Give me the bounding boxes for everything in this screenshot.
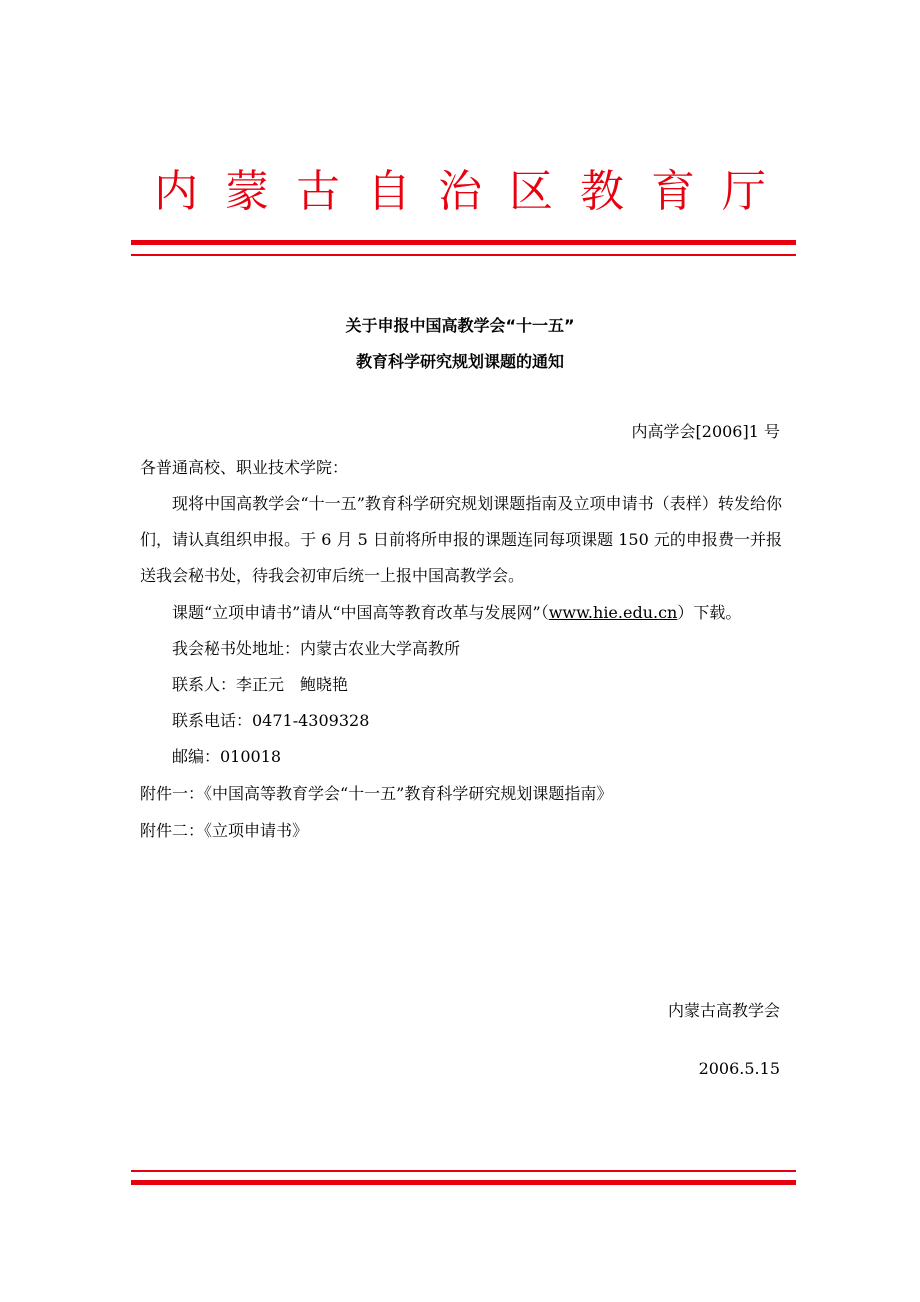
download-prefix: 课题“立项申请书”请从“中国高等教育改革与发展网”（ [172,603,549,622]
masthead-rule-thick [131,240,796,245]
secretariat-address: 我会秘书处地址：内蒙古农业大学高教所 [172,639,461,658]
postcode: 邮编：010018 [172,747,282,766]
website-link[interactable]: www.hie.edu.cn [548,603,678,622]
notice-title-line1: 关于申报中国高教学会“十一五” [345,316,575,335]
masthead-rule-thin [131,254,796,256]
masthead-org-name: 内蒙古自治区教育厅 [154,166,793,217]
salutation: 各普通高校、职业技术学院： [140,458,349,477]
attachment-1: 附件一：《中国高等教育学会“十一五”教育科学研究规划课题指南》 [140,784,613,803]
document-number: 内高学会[2006]1 号 [631,422,780,441]
body-paragraph-1: 现将中国高教学会“十一五”教育科学研究规划课题指南及立项申请书（表样）转发给你们，请认真组织申报。于 6 月 5 日前将所申报的课题连同每项课题 150 元的申报费一并报送我会秘书处，待我会初审后统一上报中国高教学会。 [140,494,782,585]
download-suffix: ）下载。 [677,603,742,622]
download-line [172,602,741,624]
issuer-signature: 内蒙古高教学会 [667,1001,780,1020]
contact-phone: 联系电话：0471-4309328 [172,711,370,730]
issue-date: 2006.5.15 [698,1059,780,1078]
footer-rule-thin [131,1170,796,1172]
contact-persons: 联系人：李正元 鲍晓艳 [172,675,349,694]
notice-title-line2: 教育科学研究规划课题的通知 [355,352,564,371]
attachment-2: 附件二：《立项申请书》 [140,821,309,840]
footer-rule-thick [131,1180,796,1185]
